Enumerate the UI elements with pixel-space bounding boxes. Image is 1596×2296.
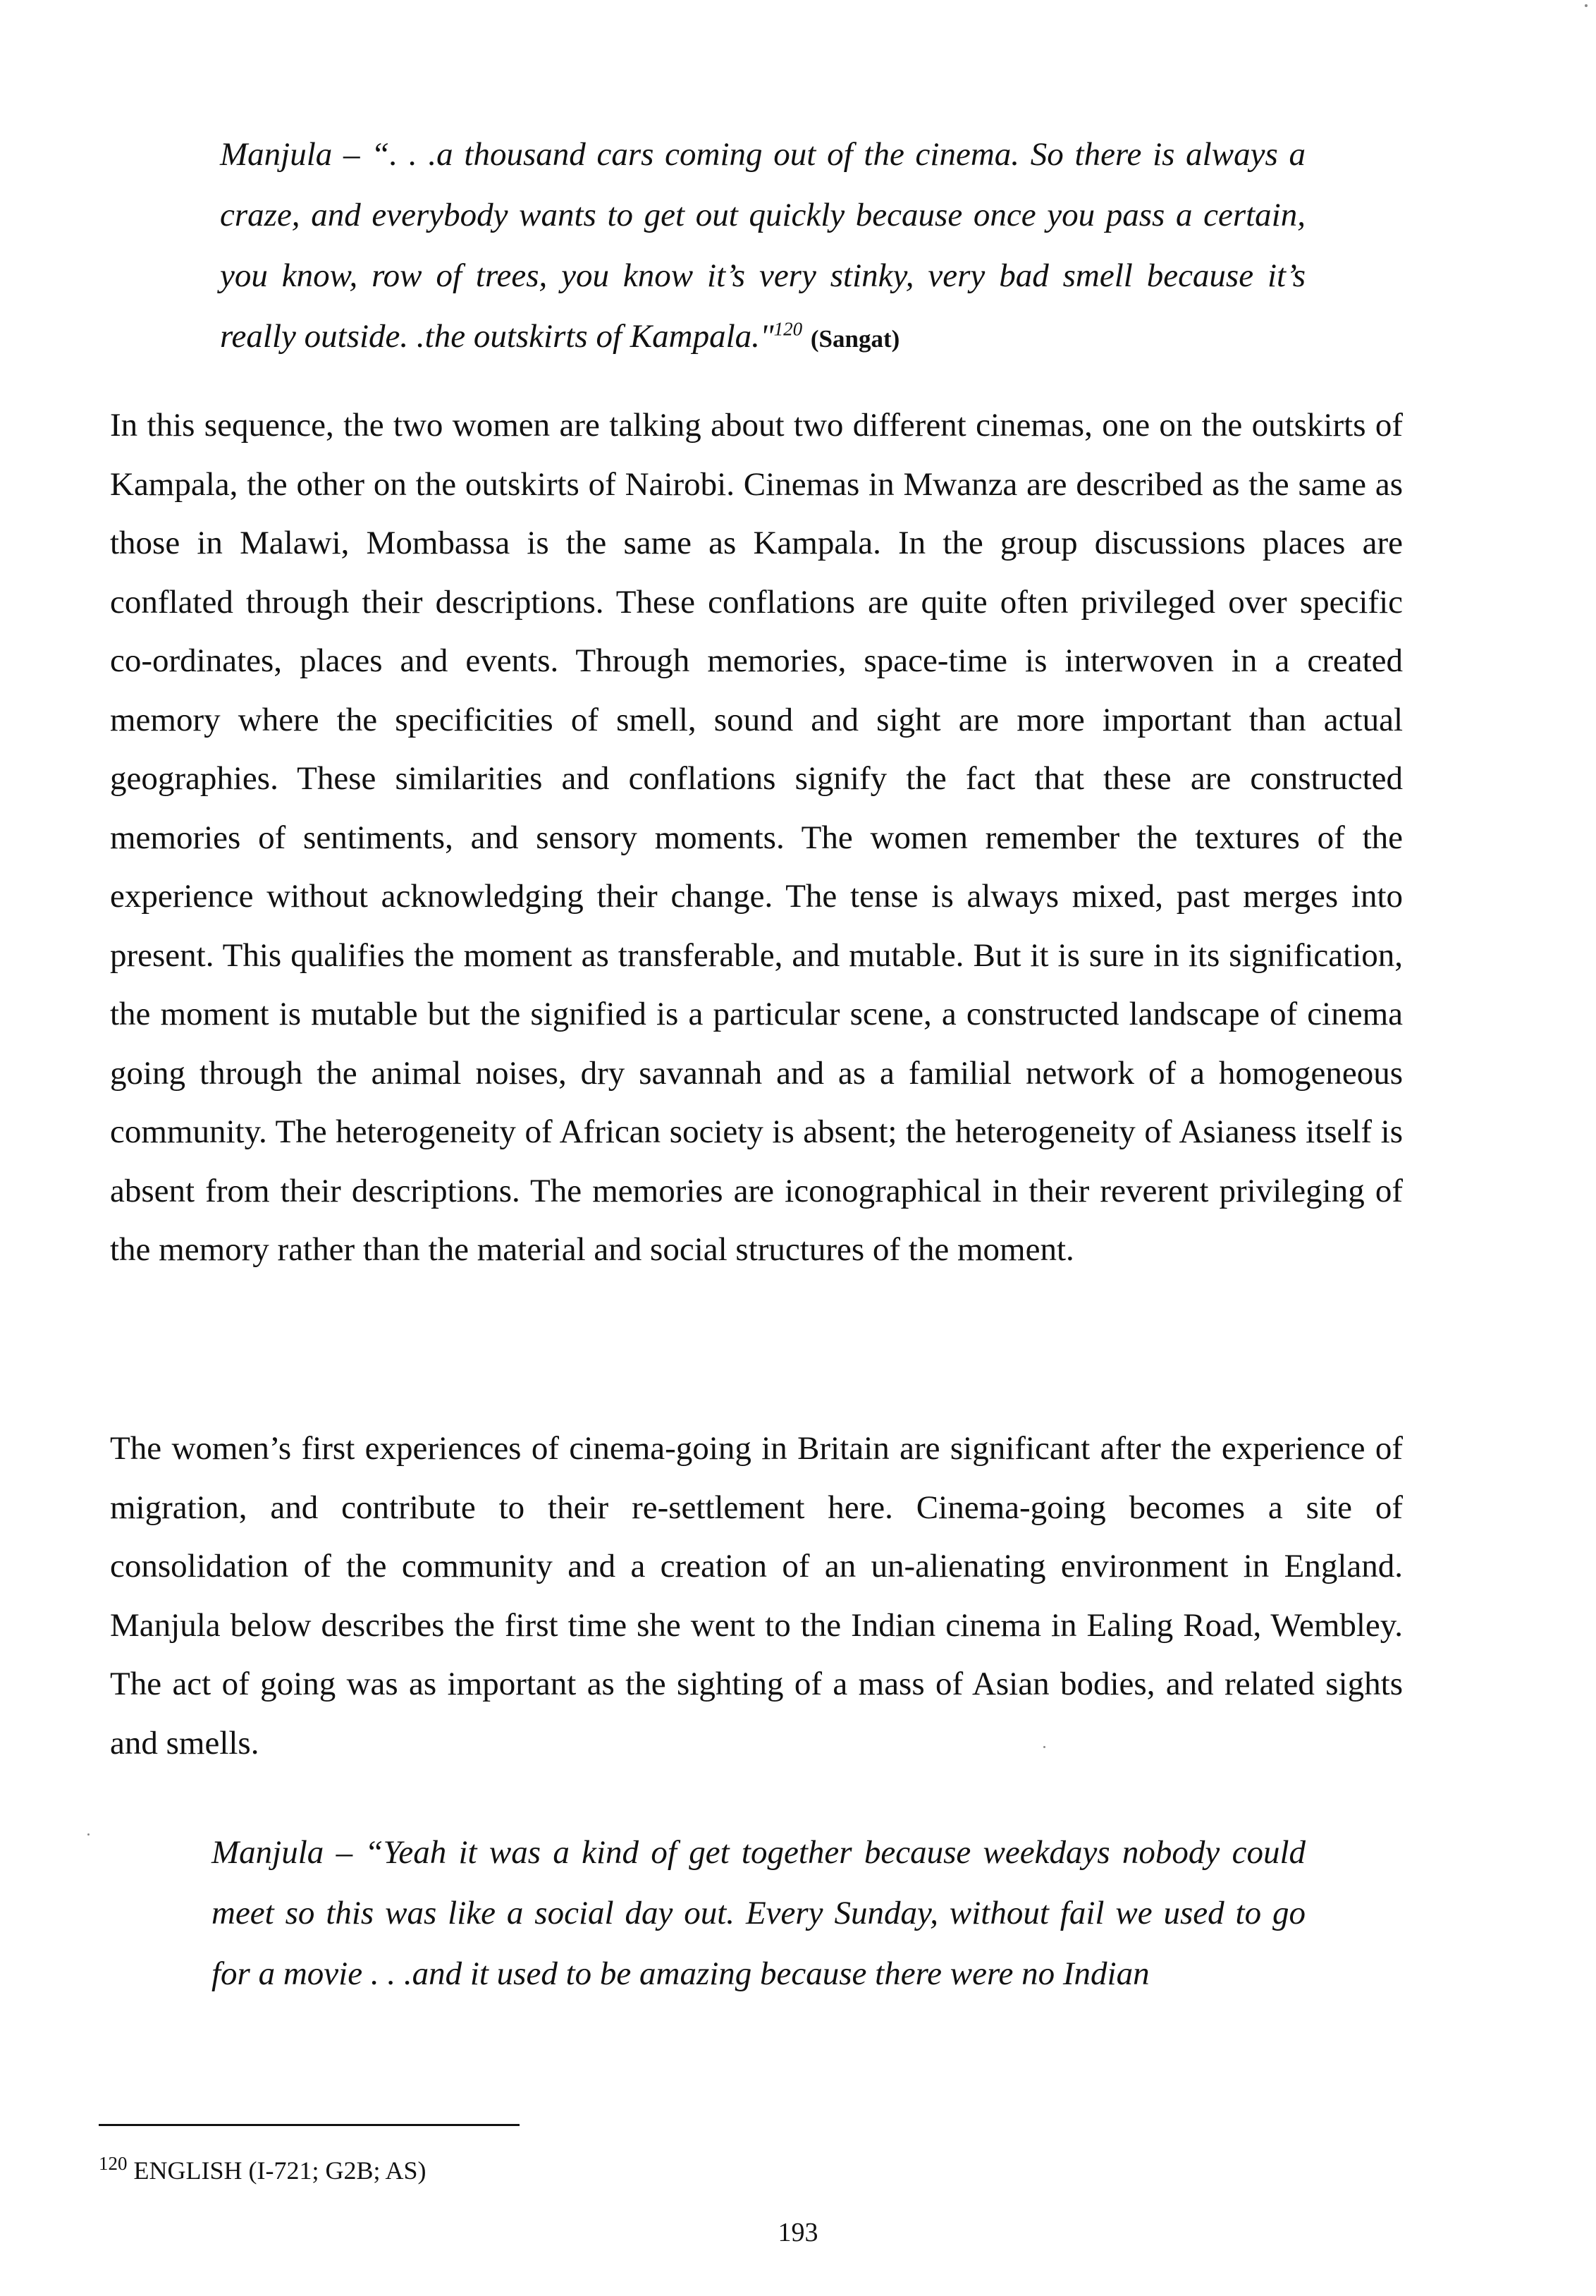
- footnote-number: 120: [99, 2153, 128, 2174]
- footnote-separator: [99, 2124, 520, 2126]
- body-paragraph-1: In this sequence, the two women are talking about two different cinemas, one on the outskirts of Kampala, the other on the outskirts of Nairobi. Cinemas in Mwanza are described as the same as those in Malawi, Mombassa is the same as Kampala. In the group discussions places are conflated through their descriptions. These conflations are quite often privileged over specific co-ordinates, places and events. Through memories, space-time is interwoven in a created memory where the specificities of smell, sound and sight are more important than actual geographies. These similarities and conflations signify the fact that these are constructed memories of sentiments, and sensory moments. The women remember the textures of the experience without acknowledging their change. The tense is always mixed, past merges into present. This qualifies the moment as transferable, and mutable. But it is sure in its signification, the moment is mutable but the signified is a particular scene, a constructed landscape of cinema going through the animal noises, dry savannah and as a familial network of a homogeneous community. The heterogeneity of African society is absent; the heterogeneity of Asianess itself is absent from their descriptions. The memories are iconographical in their reverent privileging of the memory rather than the material and social structures of the moment.: [110, 407, 1403, 1268]
- quote-citation: (Sangat): [810, 325, 900, 353]
- body-paragraph-2: The women’s first experiences of cinema-going in Britain are significant after the experience of migration, and contribute to their re-settlement here. Cinema-going becomes a site of consolidation of the community and a creation of an un-alienating environment in England. Manjula below describes the first time she went to the Indian cinema in Ealing Road, Wembley. The act of going was as important as the sighting of a mass of Asian bodies, and related sights and smells.: [110, 1430, 1403, 1761]
- interview-quote-2: [211, 1822, 1306, 2004]
- scan-speck: [1043, 1746, 1045, 1748]
- footnote: [99, 2131, 426, 2210]
- quote-2-text: Manjula – “Yeah it was a kind of get together because weekdays nobody could meet so this was like a social day out. Every Sunday, without fail we used to go for a movie . . .and it used to be amazing because there were no Indian: [211, 1834, 1306, 1992]
- footnote-text: ENGLISH (I-721; G2B; AS): [133, 2156, 426, 2185]
- scan-speck: [1585, 4, 1588, 7]
- interview-quote-1: [220, 124, 1306, 370]
- quote-1-text: Manjula – “. . .a thousand cars coming out of the cinema. So there is always a craze, and everybody wants to get out quickly because once you pass a certain, you know, row of trees, you know it’s very stinky, very bad smell because it’s really outside. .the outskirts of Kampala.": [220, 136, 1306, 355]
- page-number: 193: [778, 2218, 818, 2247]
- footnote-reference: 120: [773, 318, 803, 340]
- scan-speck: [87, 1833, 90, 1836]
